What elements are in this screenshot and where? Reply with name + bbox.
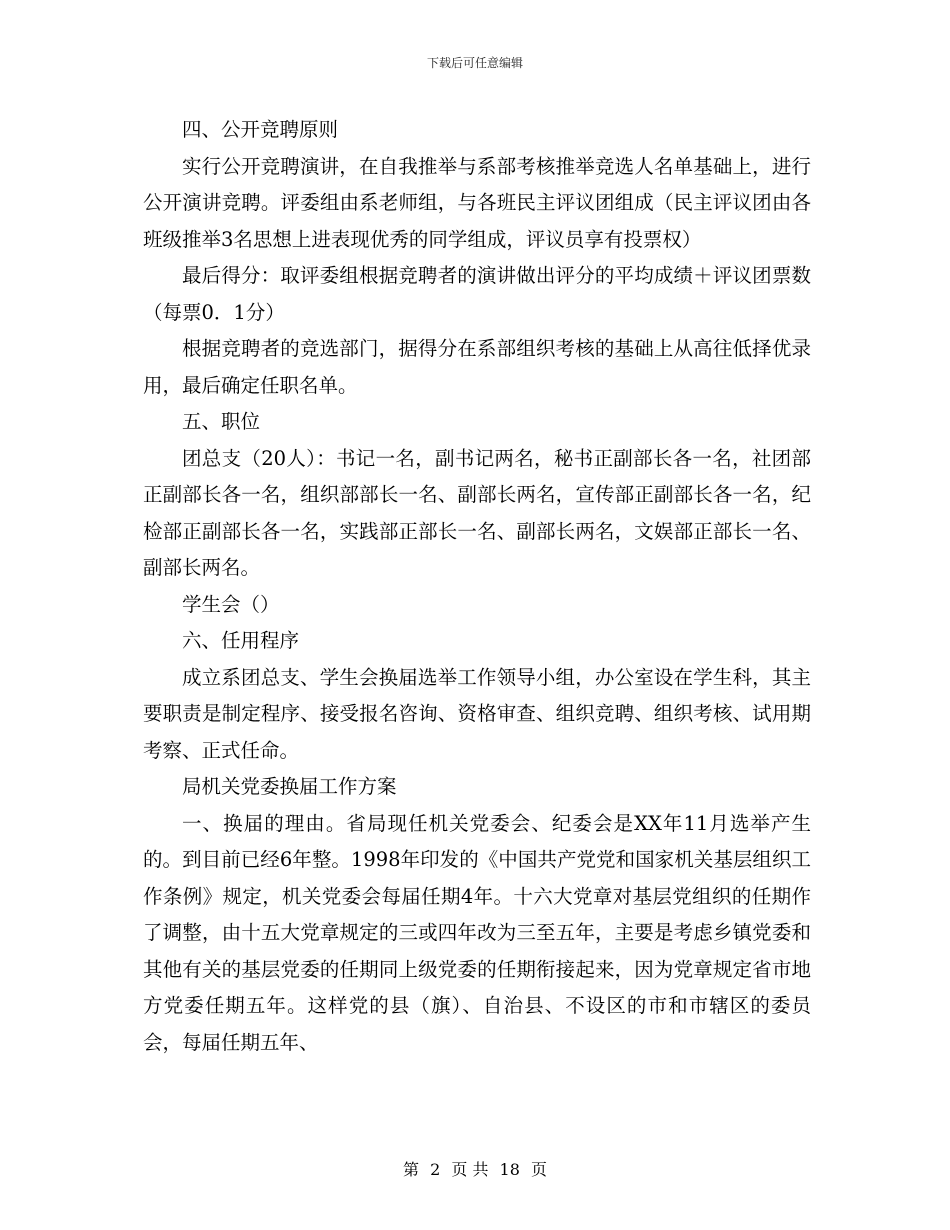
paragraph: 根据竞聘者的竞选部门，据得分在系部组织考核的基础上从高往低择优录用，最后确定任职名单。 — [143, 337, 811, 397]
paragraph: 团总支（20人）：书记一名，副书记两名，秘书正副部长各一名，社团部正副部长各一名，组织部部长一名、副部长两名，宣传部正副部长各一名，纪检部正副部长各一名，实践部正部长一名、副部长两名，文娱部正部长一名、副部长两名。 — [143, 446, 811, 579]
footer-prefix: 第 — [402, 1160, 419, 1179]
page-number: 2 — [430, 1160, 441, 1179]
paragraph: 学生会（） — [182, 592, 280, 616]
paragraph: 最后得分：取评委组根据竞聘者的演讲做出评分的平均成绩＋评议团票数（每票0．1分） — [143, 264, 811, 324]
paragraph: 成立系团总支、学生会换届选举工作领导小组，办公室设在学生科，其主要职责是制定程序、接受报名咨询、资格审查、组织竞聘、组织考核、试用期考察、正式任命。 — [143, 665, 811, 762]
document-body — [143, 112, 811, 1061]
footer-middle: 页 共 — [451, 1160, 489, 1179]
paragraph: 实行公开竞聘演讲，在自我推举与系部考核推举竞选人名单基础上，进行公开演讲竞聘。评委组由系老师组，与各班民主评议团组成（民主评议团由各班级推举3名思想上进表现优秀的同学组成，评议员享有投票权） — [143, 154, 811, 251]
section-heading-4: 四、公开竞聘原则 — [182, 118, 339, 141]
section-heading-5: 五、职位 — [182, 410, 261, 433]
document-title: 局机关党委换届工作方案 — [182, 775, 397, 798]
footer-suffix: 页 — [531, 1160, 548, 1179]
section-heading-6: 六、任用程序 — [182, 629, 300, 652]
page-total: 18 — [499, 1160, 520, 1179]
paragraph: 一、换届的理由。省局现任机关党委会、纪委会是XX年11月选举产生的。到目前已经6年整。1998年印发的《中国共产党党和国家机关基层组织工作条例》规定，机关党委会每届任期4年。十六大党章对基层党组织的任期作了调整，由十五大党章规定的三或四年改为三至五年，主要是考虑乡镇党委和其他有关的基层党委的任期同上级党委的任期衔接起来，因为党章规定省市地方党委任期五年。这样党的县（旗）、自治县、不设区的市和市辖区的委员会，每届任期五年、 — [143, 811, 811, 1054]
page-header: 下载后可任意编辑 — [426, 56, 523, 70]
page-footer — [0, 1157, 950, 1180]
